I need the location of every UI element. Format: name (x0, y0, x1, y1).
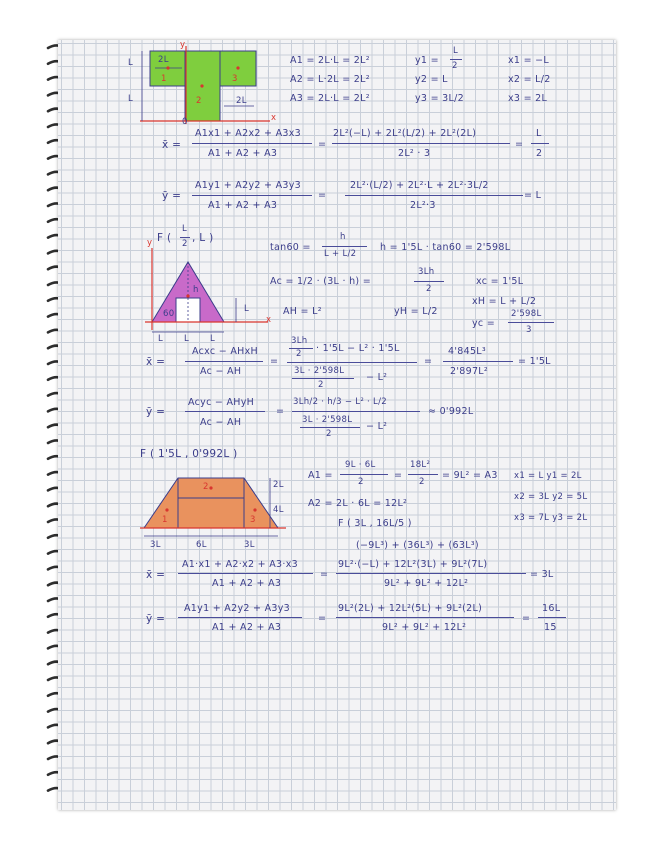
xbar2-eq2: = (424, 356, 433, 367)
trap-a1-num2: 18L² (410, 460, 431, 470)
ybar2-num2: 3Lh/2 · h/3 − L² · L/2 (293, 397, 387, 407)
centroid-1 (166, 66, 169, 69)
xbar2-den2-b: − L² (366, 372, 388, 383)
fig3-part-2: 2 (203, 482, 209, 492)
trap-a1-den: 2 (358, 477, 364, 487)
trap-centroid: F ( 3L , 16L/5 ) (338, 518, 412, 529)
area-1: A1 = 2L·L = 2L² (290, 55, 370, 66)
trap-x2y2: x2 = 3L y2 = 5L (514, 492, 588, 502)
ybar3-eq: = (318, 613, 327, 624)
xbar3-lhs: x̄ = (146, 569, 166, 581)
ybar3-lhs: ȳ = (146, 613, 166, 625)
xbar1-lhs: x̄ = (162, 139, 182, 151)
fig2-base-3: L (210, 334, 216, 344)
yc-lhs: yc = (472, 318, 496, 329)
y3: y3 = 3L/2 (415, 93, 464, 104)
trap-a1-den2: 2 (419, 477, 425, 487)
h-eq: h = 1'5L · tan60 = 2'598L (380, 242, 511, 253)
ybar1-lhs: ȳ = (162, 190, 182, 202)
xbar2-den3: 2'897L² (450, 366, 488, 377)
xbar3-den2: 9L² + 9L² + 12L² (384, 578, 469, 589)
fig2-base-1: L (158, 334, 164, 344)
xbar1-num2: 2L²(−L) + 2L²(L/2) + 2L²(2L) (333, 128, 477, 139)
ybar3-num2: 9L²(2L) + 12L²(5L) + 9L²(2L) (338, 603, 483, 614)
ybar1-den: A1 + A2 + A3 (208, 200, 278, 211)
fig1-dim-2L-bottom: 2L (236, 96, 247, 106)
ybar2-den2-a: 3L · 2'598L (302, 415, 353, 425)
xc: xc = 1'5L (476, 276, 524, 287)
fig3-dim-2L: 2L (273, 480, 284, 490)
xbar2-result: = 1'5L (518, 356, 551, 367)
centroid-2 (209, 486, 212, 489)
fig1-part-1: 1 (161, 74, 167, 84)
fig2-h: h (193, 285, 199, 295)
fig1-origin: 0 (182, 117, 188, 127)
ybar3-result-den: 15 (544, 622, 557, 633)
fig2-base-2: L (184, 334, 190, 344)
notebook-page (58, 40, 616, 810)
rectangle-region (178, 498, 244, 528)
trap-a2: A2 = 2L · 6L = 12L² (308, 498, 408, 509)
ybar3-den2: 9L² + 9L² + 12L² (382, 622, 467, 633)
xh: xH = L + L/2 (472, 296, 537, 307)
fig1-x-label: x (271, 113, 277, 123)
fig3-base-2: 6L (196, 540, 207, 550)
figure-composite-rectangles (120, 46, 280, 126)
xbar2-den2-a: 3L · 2'598L (294, 366, 345, 376)
tan-den: L + L/2 (324, 249, 357, 259)
ybar2-eq: = (276, 406, 285, 417)
fig1-part-2: 2 (196, 96, 202, 106)
ac-den: 2 (426, 284, 432, 294)
xbar1-eq: = (318, 139, 327, 150)
ybar2-num: Acyc − AHyH (188, 397, 255, 408)
x1: x1 = −L (508, 55, 550, 66)
fig1-dim-L-upper: L (128, 58, 134, 68)
xbar2-eq: = (270, 356, 279, 367)
ybar2-den2-b: − L² (366, 421, 388, 432)
ybar3-den: A1 + A2 + A3 (212, 622, 282, 633)
centroid-2 (200, 84, 203, 87)
fig1-part-3: 3 (232, 74, 238, 84)
y2: y2 = L (415, 74, 448, 85)
xbar2-num: Acxc − AHxH (192, 346, 258, 357)
xbar2-num2-a: 3Lh (291, 336, 308, 346)
xbar2-lhs: x̄ = (146, 356, 166, 368)
centroid-1 (165, 508, 168, 511)
yc-num: 2'598L (511, 309, 542, 319)
fig3-base-1: 3L (150, 540, 161, 550)
xbar2-num2-a-den: 2 (296, 349, 302, 359)
fig2-y-label: y (147, 238, 153, 248)
centroid-3 (253, 508, 256, 511)
figure-triangle-with-hole (140, 248, 280, 343)
trap-sum-line: (−9L³) + (36L³) + (63L³) (356, 540, 479, 551)
yc-den: 3 (526, 325, 532, 335)
trap-a1-lhs: A1 = (308, 470, 333, 481)
F1-text: F ( (157, 232, 172, 244)
fig3-base-3: 3L (244, 540, 255, 550)
xbar1-den: A1 + A2 + A3 (208, 148, 278, 159)
trap-a1-tail: = 9L² = A3 (442, 470, 498, 481)
F1-tail: , L ) (192, 232, 214, 244)
fig1-dim-L-lower: L (128, 94, 134, 104)
yh: yH = L/2 (394, 306, 438, 317)
centroid-triangle (186, 294, 189, 297)
x2: x2 = L/2 (508, 74, 551, 85)
ac-num: 3Lh (418, 267, 435, 277)
xbar1-den2: 2L² · 3 (398, 148, 431, 159)
xbar3-num: A1·x1 + A2·x2 + A3·x3 (182, 559, 298, 570)
xbar3-result: = 3L (530, 569, 554, 580)
ybar2-result: ≈ 0'992L (428, 406, 474, 417)
ybar1-eq: = (318, 190, 327, 201)
y1-den: 2 (452, 61, 458, 71)
xbar3-den: A1 + A2 + A3 (212, 578, 282, 589)
trap-x3y3: x3 = 7L y3 = 2L (514, 513, 588, 523)
fig3-part-1: 1 (162, 515, 168, 525)
trap-a1-eq: = (394, 470, 403, 481)
xbar1-result-num: L (536, 128, 542, 139)
fig2-angle: 60 (163, 309, 175, 319)
xbar2-num3: 4'845L³ (448, 346, 486, 357)
fig3-part-3: 3 (250, 515, 256, 525)
fig3-dim-4L: 4L (273, 505, 284, 515)
fig2-x-label: x (266, 315, 272, 325)
xbar2-den: Ac − AH (200, 366, 242, 377)
xbar1-eq2: = (515, 139, 524, 150)
xbar1-result-den: 2 (536, 148, 543, 159)
ybar2-den: Ac − AH (200, 417, 242, 428)
centroid-3 (236, 66, 239, 69)
ybar1-num: A1y1 + A2y2 + A3y3 (195, 180, 302, 191)
ybar2-den2-a-den: 2 (326, 429, 332, 439)
y1-lhs: y1 = (415, 55, 439, 66)
ac-lhs: Ac = 1/2 · (3L · h) = (270, 276, 372, 287)
fig2-side: L (244, 304, 250, 314)
area-2: A2 = L·2L = 2L² (290, 74, 370, 85)
ybar3-result-num: 16L (542, 603, 561, 614)
fig1-dim-2L-top: 2L (158, 55, 169, 65)
ybar1-num2: 2L²·(L/2) + 2L²·L + 2L²·3L/2 (350, 180, 489, 191)
tan-num: h (340, 232, 346, 242)
ybar1-result: = L (524, 190, 542, 201)
y1-num: L (453, 46, 459, 56)
fig1-y-label: y (180, 40, 186, 50)
xbar1-num: A1x1 + A2x2 + A3x3 (195, 128, 302, 139)
ybar2-lhs: ȳ = (146, 406, 166, 418)
ybar3-eq2: = (522, 613, 531, 624)
tan-lhs: tan60 = (270, 242, 311, 253)
F1-den: 2 (182, 239, 188, 249)
figure-trapezoid (140, 470, 290, 540)
F1-num: L (182, 224, 188, 234)
ybar1-den2: 2L²·3 (410, 200, 436, 211)
ybar3-num: A1y1 + A2y2 + A3y3 (184, 603, 291, 614)
xbar3-eq: = (320, 569, 329, 580)
xbar2-num2-b: · 1'5L − L² · 1'5L (316, 343, 400, 354)
F2-text: F ( 1'5L , 0'992L ) (140, 448, 238, 460)
xbar2-den2-a-den: 2 (318, 380, 324, 390)
area-3: A3 = 2L·L = 2L² (290, 93, 370, 104)
x3: x3 = 2L (508, 93, 548, 104)
trap-x1y1: x1 = L y1 = 2L (514, 471, 582, 481)
ah: AH = L² (283, 306, 322, 317)
xbar3-num2: 9L²·(−L) + 12L²(3L) + 9L²(7L) (338, 559, 488, 570)
trap-a1-num: 9L · 6L (345, 460, 376, 470)
